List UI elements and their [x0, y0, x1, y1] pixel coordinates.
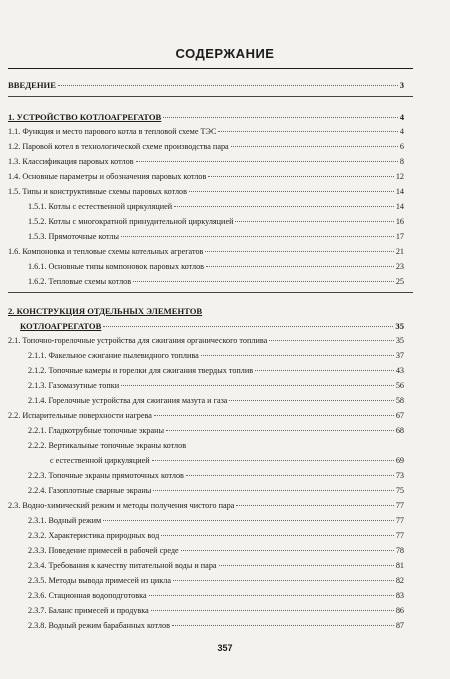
toc-entry-section-2[interactable]: КОТЛОАГРЕГАТОВ 35 [20, 321, 404, 331]
toc-entry[interactable]: 2.3.8. Водный режим барабанных котлов 87 [28, 621, 404, 630]
section-divider [8, 96, 413, 97]
toc-entry[interactable]: 2.3. Водно-химический режим и методы получения чистого пара 77 [8, 501, 404, 510]
toc-entry[interactable]: 2.1.3. Газомазутные топки 56 [28, 381, 404, 390]
toc-entry-section-2-title[interactable]: 2. КОНСТРУКЦИЯ ОТДЕЛЬНЫХ ЭЛЕМЕНТОВ [8, 306, 203, 316]
page-title: СОДЕРЖАНИЕ [175, 46, 275, 61]
toc-entry[interactable]: 2.1.4. Горелочные устройства для сжигания мазута и газа 58 [28, 396, 404, 405]
toc-entry[interactable]: 2.1.2. Топочные камеры и горелки для сжигания твердых топлив 43 [28, 366, 404, 375]
toc-entry[interactable]: 2.2.1. Гладкотрубные топочные экраны 68 [28, 426, 404, 435]
toc-entry[interactable]: 2.3.5. Методы вывода примесей из цикла 82 [28, 576, 404, 585]
title-divider [8, 68, 413, 69]
toc-entry[interactable]: 2.3.1. Водный режим 77 [28, 516, 404, 525]
toc-entry[interactable]: 2.3.4. Требования к качеству питательной воды и пара 81 [28, 561, 404, 570]
page-number: 357 [217, 643, 233, 653]
toc-entry[interactable]: 2.2.2. Вертикальные топочные экраны котлов [28, 441, 187, 450]
toc-entry[interactable]: 1.2. Паровой котел в технологической схеме производства пара 6 [8, 142, 404, 151]
toc-entry[interactable]: 1.5.3. Прямоточные котлы 17 [28, 232, 404, 241]
toc-entry[interactable]: 2.3.3. Поведение примесей в рабочей среде 78 [28, 546, 404, 555]
toc-entry[interactable]: 2.1. Топочно-горелочные устройства для сжигания органического топлива 35 [8, 336, 404, 345]
toc-entry-section-1[interactable]: 1. УСТРОЙСТВО КОТЛОАГРЕГАТОВ 4 [8, 112, 404, 122]
toc-entry-continuation[interactable]: с естественной циркуляцией 69 [50, 456, 404, 465]
toc-entry[interactable]: 2.3.7. Баланс примесей и продувка 86 [28, 606, 404, 615]
toc-entry[interactable]: 2.2.3. Топочные экраны прямоточных котлов 73 [28, 471, 404, 480]
toc-entry[interactable]: 2.2. Испарительные поверхности нагрева 67 [8, 411, 404, 420]
toc-entry[interactable]: 1.6. Компоновка и тепловые схемы котельных агрегатов 21 [8, 247, 404, 256]
toc-entry[interactable]: 1.5.1. Котлы с естественной циркуляцией 14 [28, 202, 404, 211]
toc-entry[interactable]: 1.5.2. Котлы с многократной принудительной циркуляцией 16 [28, 217, 404, 226]
toc-entry[interactable]: 1.3. Классификация паровых котлов 8 [8, 157, 404, 166]
toc-entry[interactable]: 1.1. Функция и место парового котла в тепловой схеме ТЭС 4 [8, 127, 404, 136]
section-divider [8, 292, 413, 293]
toc-entry[interactable]: 1.6.2. Тепловые схемы котлов 25 [28, 277, 404, 286]
toc-entry[interactable]: 1.6.1. Основные типы компоновок паровых котлов 23 [28, 262, 404, 271]
toc-entry[interactable]: 2.3.2. Характеристика природных вод 77 [28, 531, 404, 540]
toc-entry[interactable]: 2.3.6. Стационная водоподготовка 83 [28, 591, 404, 600]
toc-entry[interactable]: 2.2.4. Газоплотные сварные экраны 75 [28, 486, 404, 495]
toc-entry[interactable]: 1.4. Основные параметры и обозначения паровых котлов 12 [8, 172, 404, 181]
toc-entry[interactable]: 2.1.1. Факельное сжигание пылевидного топлива 37 [28, 351, 404, 360]
toc-entry[interactable]: 1.5. Типы и конструктивные схемы паровых котлов 14 [8, 187, 404, 196]
toc-entry-introduction[interactable]: ВВЕДЕНИЕ 3 [8, 80, 404, 90]
